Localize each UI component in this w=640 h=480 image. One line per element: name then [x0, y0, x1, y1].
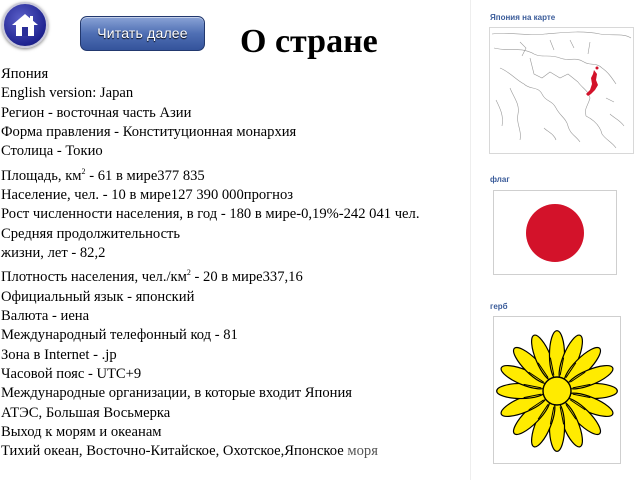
page-title: О стране [240, 23, 378, 60]
info-line: Выход к морям и океанам [1, 423, 162, 440]
divider [470, 0, 471, 480]
world-map-image [490, 28, 633, 153]
emblem-center [543, 377, 571, 405]
info-line: Регион - восточная часть Азии [1, 104, 192, 121]
flag-sun [526, 204, 584, 262]
country-info [1, 65, 471, 462]
info-line-density [1, 263, 471, 287]
japan-map [489, 27, 634, 154]
emblem-label: герб [490, 302, 508, 311]
superscript: 2 [186, 268, 191, 278]
info-line: Международный телефонный код - 81 [1, 327, 238, 344]
sidebar-panel [486, 0, 636, 480]
info-line: Официальный язык - японский [1, 288, 195, 305]
seas-text: Тихий океан, Восточно-Китайское, Охотское,Японское [1, 443, 344, 460]
density-label: Плотность населения, чел./км [1, 269, 187, 286]
info-line: Зона в Internet - .jp [1, 346, 117, 363]
area-label: Площадь, км [1, 167, 82, 184]
info-line: English version: Japan [1, 85, 134, 102]
info-line-seas [1, 442, 471, 461]
info-line-area [1, 162, 471, 186]
info-line: Часовой пояс - UTC+9 [1, 365, 142, 382]
info-line: Население, чел. - 10 в мире127 390 000прогноз [1, 186, 294, 203]
home-icon [10, 11, 40, 39]
flag-label: флаг [490, 175, 510, 184]
info-line: Форма правления - Конституционная монархия [1, 124, 297, 141]
info-line: жизни, лет - 82,2 [1, 244, 106, 261]
info-line: АТЭС, Большая Восьмерка [1, 404, 171, 421]
info-line: Валюта - иена [1, 307, 90, 324]
superscript: 2 [81, 166, 86, 176]
read-more-button[interactable]: Читать далее [80, 16, 205, 51]
map-label: Япония на карте [490, 13, 556, 22]
info-line: Международные организации, в которые входит Япония [1, 385, 352, 402]
japan-highlight [586, 70, 598, 96]
info-line: Япония [1, 66, 49, 82]
chrysanthemum-emblem [494, 317, 620, 463]
info-line: Средняя продолжительность [1, 225, 181, 242]
seas-suffix: моря [343, 443, 378, 460]
home-button[interactable] [2, 2, 48, 48]
info-line: Столица - Токио [1, 143, 103, 160]
emblem-image [493, 316, 621, 464]
density-value: - 20 в мире337,16 [190, 269, 303, 286]
area-value: - 61 в мире377 835 [85, 167, 205, 184]
info-line: Рост численности населения, в год - 180 в мире-0,19%-242 041 чел. [1, 206, 420, 223]
flag-image [493, 190, 617, 275]
